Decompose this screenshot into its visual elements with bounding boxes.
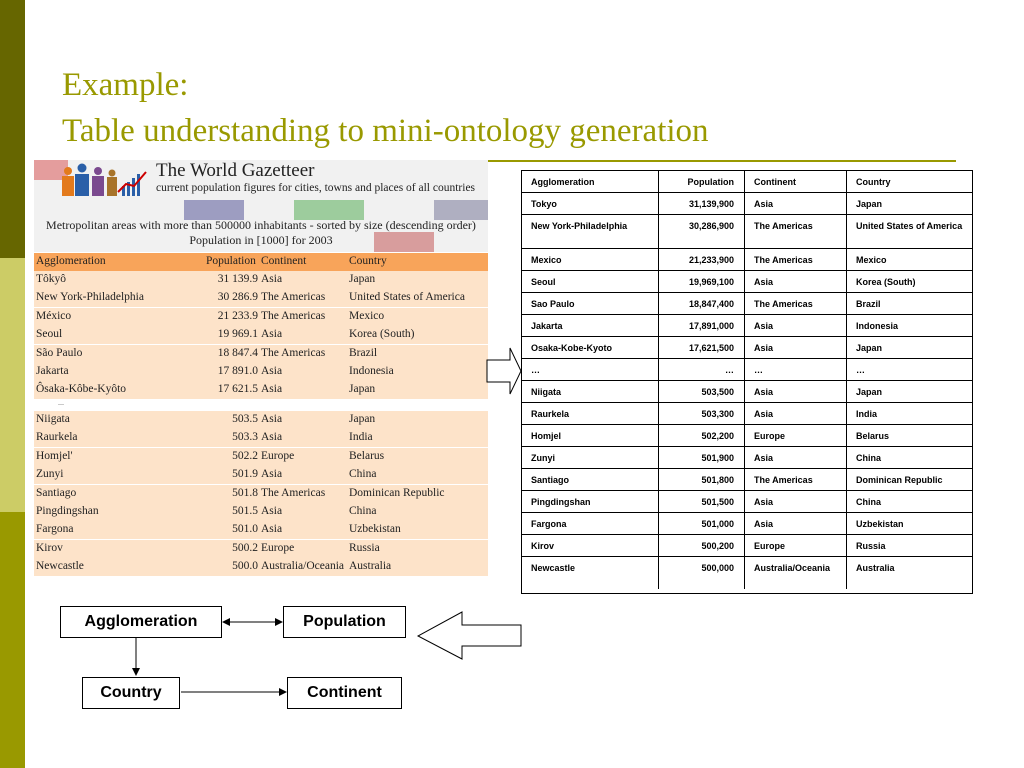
gazetteer-cell: México: [36, 309, 72, 322]
table-cell: Asia: [744, 491, 846, 512]
left-arrow-icon: [418, 612, 521, 659]
table-cell: Asia: [744, 271, 846, 292]
table-cell: 30,286,900: [658, 215, 744, 248]
gazetteer-cell: Agglomeration: [36, 255, 106, 267]
table-cell: 501,000: [658, 513, 744, 534]
table-cell: 503,300: [658, 403, 744, 424]
node-country: Country: [82, 677, 180, 709]
table-cell: Jakarta: [531, 321, 563, 331]
gazetteer-cell: Japan: [349, 383, 376, 396]
gazetteer-cell: Jakarta: [36, 365, 69, 377]
table-row: [522, 215, 972, 249]
node-population: Population: [283, 606, 406, 638]
gazetteer-cell: 30 286.9: [217, 291, 258, 304]
gazetteer-cell: Mexico: [349, 309, 385, 322]
table-cell: The Americas: [744, 469, 846, 490]
gazetteer-cell: Australia: [349, 560, 392, 573]
table-cell: 500,000: [658, 557, 744, 589]
table-cell: Europe: [744, 535, 846, 556]
table-cell: 502,200: [658, 425, 744, 446]
gazetteer-cell: The Americas: [261, 346, 326, 359]
slide-title-line2: Table understanding to mini-ontology generation: [62, 113, 709, 149]
table-header-row: [522, 171, 972, 193]
gazetteer-cell: 502.2: [232, 449, 258, 462]
gazetteer-cell: Ôsaka-Kôbe-Kyôto: [36, 383, 127, 396]
table-row: [522, 249, 972, 271]
gazetteer-cell: The Americas: [261, 309, 326, 322]
table-cell: China: [846, 447, 972, 468]
gazetteer-cell: Homjel': [36, 449, 73, 462]
table-cell: China: [846, 491, 972, 512]
table-cell: 500,200: [658, 535, 744, 556]
gazetteer-cell: Pingdingshan: [36, 505, 99, 517]
gazetteer-title: The World Gazetteer: [156, 160, 315, 181]
table-cell: Asia: [744, 381, 846, 402]
gazetteer-cell: Kirov: [36, 541, 63, 554]
gazetteer-cell: 17 891.0: [217, 365, 258, 377]
arrowhead-right-icon: [275, 618, 283, 626]
gazetteer-cell: India: [349, 431, 373, 444]
table-cell: India: [846, 403, 972, 424]
gazetteer-cell: 31 139.9: [217, 273, 258, 285]
table-cell: United States of America: [846, 215, 972, 248]
gazetteer-cell: Dominican Republic: [349, 486, 445, 499]
node-agglomeration: Agglomeration: [60, 606, 222, 638]
table-cell: …: [658, 359, 744, 380]
gazetteer-cell: Asia: [261, 413, 283, 425]
gazetteer-cell: United States of America: [349, 291, 465, 304]
gazetteer-cell: Tôkyô: [36, 273, 67, 285]
table-cell: Niigata: [531, 387, 562, 397]
table-cell: Zunyi: [531, 453, 555, 463]
table-cell: …: [744, 359, 846, 380]
gazetteer-cell: Continent: [261, 255, 307, 267]
table-cell: Belarus: [846, 425, 972, 446]
table-row: [522, 491, 972, 513]
arrowhead-down-icon: [132, 668, 140, 676]
table-row: [522, 535, 972, 557]
slide-title-line1: Example:: [62, 67, 189, 103]
gazetteer-cell: Japan: [349, 413, 376, 425]
table-cell: Fargona: [531, 519, 567, 529]
table-cell: Pingdingshan: [531, 497, 591, 507]
table-cell: Japan: [846, 337, 972, 358]
table-row: [522, 381, 972, 403]
table-cell: Asia: [744, 447, 846, 468]
table-cell: Russia: [846, 535, 972, 556]
table-cell: 31,139,900: [658, 193, 744, 214]
table-cell: …: [846, 359, 972, 380]
table-cell: Japan: [846, 381, 972, 402]
gazetteer-cell: Newcastle: [36, 560, 84, 573]
gazetteer-cell: Zunyi: [36, 468, 64, 481]
table-cell: Newcastle: [531, 563, 576, 573]
table-cell: Asia: [744, 193, 846, 214]
gazetteer-cell: 501.9: [232, 468, 258, 481]
gazetteer-cell: Country: [349, 255, 387, 267]
gazetteer-cell: Santiago: [36, 486, 77, 499]
gazetteer-cell: Uzbekistan: [349, 523, 401, 536]
gazetteer-cell: Fargona: [36, 523, 74, 536]
table-cell: Asia: [744, 513, 846, 534]
gazetteer-cell: Niigata: [36, 413, 70, 425]
table-row: [522, 359, 972, 381]
gazetteer-cell: Asia: [261, 365, 283, 377]
gazetteer-cell: Belarus: [349, 449, 385, 462]
gazetteer-cell: São Paulo: [36, 346, 83, 359]
gazetteer-cell: Indonesia: [349, 365, 394, 377]
gazetteer-cell: Asia: [261, 468, 283, 481]
gazetteer-cell: Seoul: [36, 328, 63, 341]
right-arrow-icon: [487, 348, 521, 394]
table-cell: Asia: [744, 337, 846, 358]
gazetteer-cell: 21 233.9: [217, 309, 258, 322]
table-row: [522, 469, 972, 491]
gazetteer-cell: Asia: [261, 273, 283, 285]
table-cell: 19,969,100: [658, 271, 744, 292]
gazetteer-cell: Asia: [261, 383, 283, 396]
table-cell: Dominican Republic: [846, 469, 972, 490]
table-cell: Brazil: [846, 293, 972, 314]
table-cell: Japan: [846, 193, 972, 214]
table-cell: Mexico: [846, 249, 972, 270]
gazetteer-cell: 17 621.5: [217, 383, 258, 396]
gazetteer-cell: Japan: [349, 273, 376, 285]
table-cell: Asia: [744, 315, 846, 336]
table-header-cell: Continent: [744, 171, 846, 192]
table-cell: 501,500: [658, 491, 744, 512]
table-header-cell: Country: [846, 171, 972, 192]
gazetteer-cell: Europe: [261, 449, 295, 462]
gazetteer-cell: 503.3: [232, 431, 258, 444]
table-cell: 17,891,000: [658, 315, 744, 336]
gazetteer-cell: China: [349, 468, 377, 481]
table-cell: Tokyo: [531, 199, 557, 209]
table-cell: 17,621,500: [658, 337, 744, 358]
table-header-cell: Agglomeration: [531, 177, 595, 187]
gazetteer-cell: 19 969.1: [217, 328, 258, 341]
table-cell: Kirov: [531, 541, 555, 551]
table-cell: The Americas: [744, 293, 846, 314]
gazetteer-description: Metropolitan areas with more than 500000 inhabitants - sorted by size (descending order) Population in [1000] for 2003: [46, 218, 476, 247]
table-cell: Raurkela: [531, 409, 570, 419]
table-cell: Asia: [744, 403, 846, 424]
table-row: [522, 447, 972, 469]
table-cell: Santiago: [531, 475, 570, 485]
table-cell: 501,800: [658, 469, 744, 490]
table-cell: Osaka-Kobe-Kyoto: [531, 343, 613, 353]
gazetteer-cell: Asia: [261, 523, 283, 536]
gazetteer-cell: 501.5: [232, 505, 258, 517]
gazetteer-cell: China: [349, 505, 377, 517]
node-continent: Continent: [287, 677, 402, 709]
gazetteer-cell: 500.2: [232, 541, 258, 554]
table-cell: Australia/Oceania: [744, 557, 846, 589]
table-cell: 501,900: [658, 447, 744, 468]
gazetteer-ellipsis: ...: [58, 398, 64, 407]
table-cell: Korea (South): [846, 271, 972, 292]
table-cell: 18,847,400: [658, 293, 744, 314]
table-cell: Uzbekistan: [846, 513, 972, 534]
gazetteer-cell: Brazil: [349, 346, 378, 359]
gazetteer-cell: Russia: [349, 541, 380, 554]
table-cell: 503,500: [658, 381, 744, 402]
table-row: [522, 513, 972, 535]
gazetteer-cell: 18 847.4: [217, 346, 258, 359]
arrowhead-left-icon: [222, 618, 230, 626]
table-cell: …: [531, 365, 540, 375]
table-row: [522, 425, 972, 447]
gazetteer-cell: Europe: [261, 541, 295, 554]
table-cell: New York-Philadelphia: [531, 221, 628, 231]
table-row: [522, 271, 972, 293]
gazetteer-cell: 501.0: [232, 523, 258, 536]
table-row: [522, 403, 972, 425]
gazetteer-cell: 501.8: [232, 486, 258, 499]
table-cell: Europe: [744, 425, 846, 446]
gazetteer-cell: Australia/Oceania: [261, 560, 345, 573]
gazetteer-cell: 500.0: [232, 560, 258, 573]
gazetteer-cell: Raurkela: [36, 431, 78, 444]
table-cell: Sao Paulo: [531, 299, 575, 309]
table-cell: Seoul: [531, 277, 556, 287]
gazetteer-cell: Population: [206, 255, 256, 267]
table-row: [522, 293, 972, 315]
table-cell: Indonesia: [846, 315, 972, 336]
table-row: [522, 315, 972, 337]
gazetteer-cell: New York-Philadelphia: [36, 291, 144, 304]
gazetteer-cell: 503.5: [232, 413, 258, 425]
table-row: [522, 337, 972, 359]
gazetteer-cell: The Americas: [261, 486, 326, 499]
gazetteer-subtitle: current population figures for cities, towns and places of all countries: [156, 182, 476, 194]
table-cell: The Americas: [744, 215, 846, 248]
table-row: [522, 557, 972, 589]
table-cell: Homjel: [531, 431, 562, 441]
table-cell: Mexico: [531, 255, 562, 265]
table-row: [522, 193, 972, 215]
gazetteer-cell: Korea (South): [349, 328, 415, 341]
table-cell: Australia: [846, 557, 972, 589]
gazetteer-cell: Asia: [261, 505, 283, 517]
gazetteer-cell: Asia: [261, 328, 283, 341]
table-cell: 21,233,900: [658, 249, 744, 270]
table-cell: The Americas: [744, 249, 846, 270]
arrowhead-right-icon: [279, 688, 287, 696]
gazetteer-cell: The Americas: [261, 291, 326, 304]
table-header-cell: Population: [658, 171, 744, 192]
gazetteer-cell: Asia: [261, 431, 283, 444]
extracted-table: [521, 170, 973, 594]
